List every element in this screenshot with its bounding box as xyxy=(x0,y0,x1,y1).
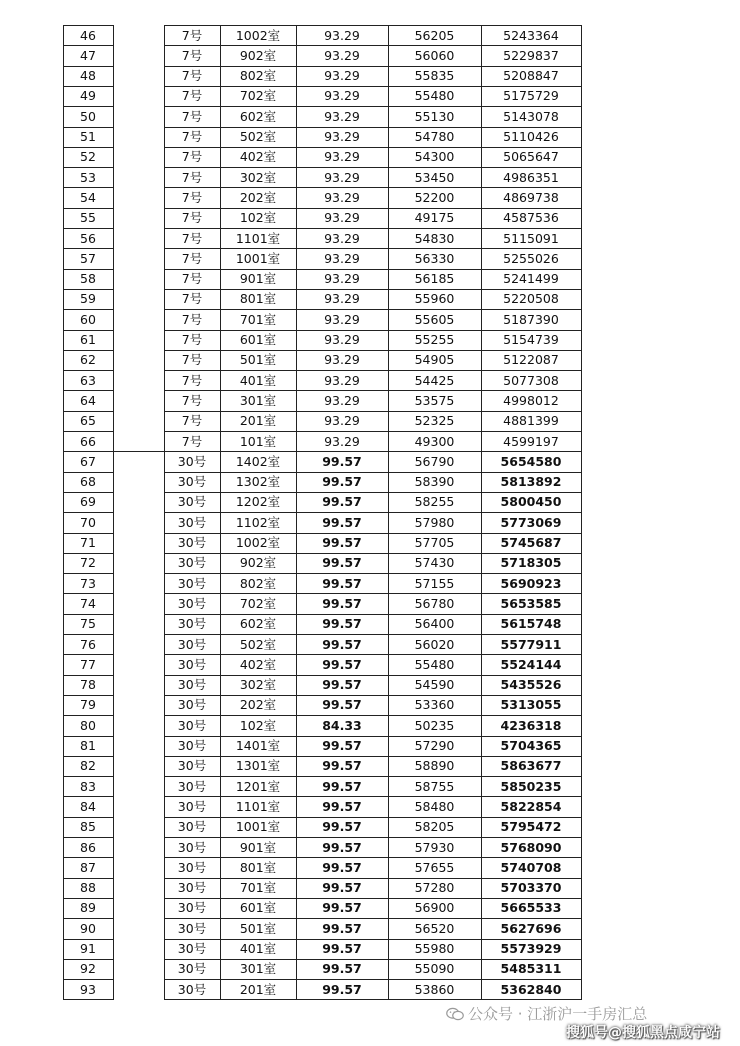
cell-bldg: 30号 xyxy=(177,920,207,936)
cell-unit: 57290 xyxy=(414,738,455,753)
cell-room: 702室 xyxy=(239,595,277,611)
cell-room: 102室 xyxy=(239,210,277,226)
cell-no: 80 xyxy=(80,717,96,733)
cell-no: 60 xyxy=(80,311,96,327)
cell-area: 99.57 xyxy=(322,778,362,794)
cell-unit: 57930 xyxy=(414,839,455,855)
cell-area: 93.29 xyxy=(324,271,360,287)
cell-area: 99.57 xyxy=(322,900,362,916)
cell-total: 5745687 xyxy=(500,535,562,550)
cell-room: 702室 xyxy=(239,88,277,104)
cell-no: 52 xyxy=(80,149,96,165)
cell-no: 78 xyxy=(80,677,96,693)
cell-room: 201室 xyxy=(239,981,277,997)
cell-room: 902室 xyxy=(239,47,277,63)
cell-unit: 58390 xyxy=(414,474,455,490)
cell-no: 79 xyxy=(80,697,96,713)
cell-no: 62 xyxy=(80,352,96,368)
cell-unit: 58755 xyxy=(414,778,455,794)
cell-unit: 56020 xyxy=(414,636,455,652)
cell-area: 99.57 xyxy=(322,880,362,896)
cell-bldg: 30号 xyxy=(177,839,207,855)
cell-unit: 57705 xyxy=(414,535,455,550)
cell-area: 93.29 xyxy=(324,352,360,368)
cell-unit: 56060 xyxy=(414,47,455,63)
cell-area: 99.57 xyxy=(322,859,362,875)
cell-bldg: 30号 xyxy=(177,738,207,753)
cell-no: 58 xyxy=(80,271,96,287)
cell-unit: 52325 xyxy=(414,413,455,429)
cell-unit: 56790 xyxy=(414,453,455,469)
cell-unit: 57980 xyxy=(414,514,455,530)
cell-room: 301室 xyxy=(239,961,277,977)
cell-area: 93.29 xyxy=(324,47,360,63)
cell-total: 5115091 xyxy=(503,230,559,246)
watermark: 搜狐号@搜狐黑点咸宁站 xyxy=(566,1025,720,1041)
cell-room: 1001室 xyxy=(235,819,281,835)
cell-area: 93.29 xyxy=(324,149,360,165)
cell-no: 51 xyxy=(80,129,96,144)
cell-area: 99.57 xyxy=(322,738,362,753)
cell-no: 63 xyxy=(80,372,96,388)
cell-room: 901室 xyxy=(239,839,277,855)
cell-no: 84 xyxy=(80,798,96,814)
cell-total: 4869738 xyxy=(503,189,559,205)
cell-unit: 57430 xyxy=(414,555,455,571)
cell-room: 802室 xyxy=(239,575,277,591)
cell-room: 202室 xyxy=(239,697,277,713)
cell-area: 99.57 xyxy=(322,656,362,672)
cell-total: 5524144 xyxy=(500,656,562,672)
cell-total: 5154739 xyxy=(503,332,559,347)
cell-room: 1002室 xyxy=(235,27,281,43)
cell-room: 1001室 xyxy=(235,250,281,266)
cell-no: 71 xyxy=(80,535,96,550)
cell-total: 5653585 xyxy=(500,595,562,611)
cell-room: 302室 xyxy=(239,677,277,693)
cell-no: 75 xyxy=(80,616,96,632)
cell-area: 99.57 xyxy=(322,798,362,814)
cell-unit: 56780 xyxy=(414,595,455,611)
cell-total: 5229837 xyxy=(503,47,559,63)
cell-total: 4986351 xyxy=(503,169,559,185)
cell-no: 87 xyxy=(80,859,96,875)
cell-bldg: 7号 xyxy=(181,372,203,388)
cell-total: 5187390 xyxy=(503,311,559,327)
cell-total: 5813892 xyxy=(500,474,562,490)
cell-bldg: 30号 xyxy=(177,494,207,510)
cell-unit: 50235 xyxy=(414,717,455,733)
cell-no: 54 xyxy=(80,189,96,205)
cell-bldg: 7号 xyxy=(181,88,203,104)
cell-room: 102室 xyxy=(239,717,277,733)
cell-unit: 54780 xyxy=(414,129,455,144)
cell-total: 5615748 xyxy=(500,616,562,632)
cell-no: 70 xyxy=(80,514,96,530)
cell-unit: 55255 xyxy=(414,332,455,347)
cell-room: 1002室 xyxy=(235,535,281,550)
cell-area: 84.33 xyxy=(322,717,362,733)
cell-bldg: 30号 xyxy=(177,535,207,550)
cell-area: 93.29 xyxy=(324,250,360,266)
cell-room: 1401室 xyxy=(235,738,281,753)
cell-no: 68 xyxy=(80,474,96,490)
cell-bldg: 30号 xyxy=(177,474,207,490)
cell-total: 5773069 xyxy=(500,514,562,530)
cell-area: 99.57 xyxy=(322,981,362,997)
cell-room: 701室 xyxy=(239,311,277,327)
cell-no: 91 xyxy=(80,941,96,956)
cell-total: 5704365 xyxy=(500,738,562,753)
cell-room: 502室 xyxy=(239,636,277,652)
cell-total: 5703370 xyxy=(500,880,562,896)
cell-bldg: 30号 xyxy=(177,961,207,977)
cell-bldg: 30号 xyxy=(177,555,207,571)
cell-bldg: 30号 xyxy=(177,575,207,591)
cell-unit: 53860 xyxy=(414,981,455,997)
cell-area: 99.57 xyxy=(322,514,362,530)
cell-room: 502室 xyxy=(239,129,277,144)
cell-no: 85 xyxy=(80,819,96,835)
cell-total: 5065647 xyxy=(503,149,559,165)
cell-total: 5175729 xyxy=(503,88,559,104)
cell-bldg: 7号 xyxy=(181,271,203,287)
cell-bldg: 30号 xyxy=(177,616,207,632)
cell-no: 88 xyxy=(80,880,96,896)
cell-area: 93.29 xyxy=(324,210,360,226)
cell-area: 99.57 xyxy=(322,819,362,835)
cell-room: 1102室 xyxy=(235,514,281,530)
footer-brand xyxy=(446,1003,647,1024)
cell-no: 89 xyxy=(80,900,96,916)
cell-room: 101室 xyxy=(239,433,277,449)
cell-total: 5255026 xyxy=(503,250,559,266)
cell-bldg: 7号 xyxy=(181,169,203,185)
cell-no: 48 xyxy=(80,68,96,84)
cell-area: 93.29 xyxy=(324,27,360,43)
cell-room: 602室 xyxy=(239,616,277,632)
cell-no: 77 xyxy=(80,656,96,672)
cell-room: 601室 xyxy=(239,332,277,347)
cell-bldg: 30号 xyxy=(177,514,207,530)
cell-bldg: 7号 xyxy=(181,27,203,43)
cell-unit: 54300 xyxy=(414,149,455,165)
cell-total: 4998012 xyxy=(503,392,559,408)
cell-no: 76 xyxy=(80,636,96,652)
cell-total: 5313055 xyxy=(500,697,562,713)
cell-no: 50 xyxy=(80,108,96,124)
cell-room: 402室 xyxy=(239,656,277,672)
cell-unit: 54425 xyxy=(414,372,455,388)
cell-unit: 53360 xyxy=(414,697,455,713)
cell-unit: 56400 xyxy=(414,616,455,632)
cell-bldg: 7号 xyxy=(181,352,203,368)
cell-bldg: 30号 xyxy=(177,758,207,774)
cell-total: 5850235 xyxy=(500,778,562,794)
cell-area: 99.57 xyxy=(322,758,362,774)
cell-unit: 56900 xyxy=(414,900,455,916)
cell-room: 301室 xyxy=(239,392,277,408)
cell-room: 801室 xyxy=(239,859,277,875)
cell-bldg: 7号 xyxy=(181,68,203,84)
group-divider xyxy=(113,451,164,452)
cell-bldg: 7号 xyxy=(181,250,203,266)
footer-brand-text: 公众号 · 江浙沪一手房汇总 xyxy=(468,1005,648,1023)
cell-total: 5485311 xyxy=(500,961,562,977)
cell-total: 5110426 xyxy=(503,129,559,144)
cell-bldg: 30号 xyxy=(177,900,207,916)
cell-unit: 52200 xyxy=(414,189,455,205)
cell-room: 401室 xyxy=(239,941,277,956)
cell-bldg: 7号 xyxy=(181,149,203,165)
cell-room: 602室 xyxy=(239,108,277,124)
cell-unit: 54830 xyxy=(414,230,455,246)
cell-bldg: 30号 xyxy=(177,859,207,875)
cell-area: 93.29 xyxy=(324,129,360,144)
cell-unit: 55130 xyxy=(414,108,455,124)
cell-room: 501室 xyxy=(239,352,277,368)
cell-bldg: 7号 xyxy=(181,433,203,449)
cell-no: 64 xyxy=(80,392,96,408)
cell-bldg: 30号 xyxy=(177,717,207,733)
cell-total: 5241499 xyxy=(503,271,559,287)
cell-no: 65 xyxy=(80,413,96,429)
cell-unit: 58255 xyxy=(414,494,455,510)
cell-bldg: 30号 xyxy=(177,677,207,693)
cell-area: 93.29 xyxy=(324,108,360,124)
cell-area: 99.57 xyxy=(322,575,362,591)
cell-area: 93.29 xyxy=(324,413,360,429)
cell-total: 5577911 xyxy=(500,636,562,652)
cell-area: 99.57 xyxy=(322,636,362,652)
cell-area: 93.29 xyxy=(324,311,360,327)
cell-no: 86 xyxy=(80,839,96,855)
cell-unit: 55605 xyxy=(414,311,455,327)
cell-total: 5665533 xyxy=(500,900,562,916)
cell-unit: 55480 xyxy=(414,88,455,104)
cell-area: 93.29 xyxy=(324,372,360,388)
cell-total: 5822854 xyxy=(500,798,562,814)
cell-no: 46 xyxy=(80,27,96,43)
cell-total: 4599197 xyxy=(503,433,559,449)
cell-room: 1402室 xyxy=(235,453,281,469)
cell-room: 1101室 xyxy=(235,798,281,814)
cell-bldg: 7号 xyxy=(181,392,203,408)
cell-total: 5122087 xyxy=(503,352,559,368)
cell-bldg: 7号 xyxy=(181,413,203,429)
cell-unit: 55980 xyxy=(414,941,455,956)
cell-bldg: 30号 xyxy=(177,798,207,814)
cell-room: 1301室 xyxy=(235,758,281,774)
cell-bldg: 7号 xyxy=(181,291,203,307)
cell-unit: 55835 xyxy=(414,68,455,84)
cell-area: 99.57 xyxy=(322,616,362,632)
cell-unit: 55480 xyxy=(414,656,455,672)
cell-bldg: 30号 xyxy=(177,819,207,835)
cell-total: 5435526 xyxy=(500,677,562,693)
cell-area: 93.29 xyxy=(324,433,360,449)
cell-area: 99.57 xyxy=(322,595,362,611)
cell-total: 5718305 xyxy=(500,555,562,571)
cell-total: 5690923 xyxy=(500,575,562,591)
cell-no: 61 xyxy=(80,332,96,347)
cell-area: 99.57 xyxy=(322,920,362,936)
wechat-icon xyxy=(446,1007,464,1021)
cell-no: 55 xyxy=(80,210,96,226)
cell-unit: 53450 xyxy=(414,169,455,185)
cell-area: 93.29 xyxy=(324,68,360,84)
cell-bldg: 30号 xyxy=(177,656,207,672)
cell-area: 93.29 xyxy=(324,291,360,307)
cell-total: 5627696 xyxy=(500,920,562,936)
cell-total: 5768090 xyxy=(500,839,562,855)
cell-area: 99.57 xyxy=(322,494,362,510)
cell-room: 1201室 xyxy=(235,778,281,794)
cell-no: 73 xyxy=(80,575,96,591)
cell-unit: 58480 xyxy=(414,798,455,814)
cell-bldg: 30号 xyxy=(177,697,207,713)
cell-unit: 56520 xyxy=(414,920,455,936)
cell-area: 99.57 xyxy=(322,555,362,571)
cell-room: 801室 xyxy=(239,291,277,307)
cell-no: 90 xyxy=(80,920,96,936)
cell-no: 72 xyxy=(80,555,96,571)
cell-area: 93.29 xyxy=(324,332,360,347)
cell-bldg: 7号 xyxy=(181,332,203,347)
cell-no: 83 xyxy=(80,778,96,794)
cell-bldg: 7号 xyxy=(181,129,203,144)
cell-room: 701室 xyxy=(239,880,277,896)
cell-room: 902室 xyxy=(239,555,277,571)
cell-unit: 55960 xyxy=(414,291,455,307)
cell-room: 201室 xyxy=(239,413,277,429)
cell-no: 49 xyxy=(80,88,96,104)
cell-area: 99.57 xyxy=(322,839,362,855)
cell-unit: 49175 xyxy=(414,210,455,226)
cell-area: 93.29 xyxy=(324,88,360,104)
cell-bldg: 7号 xyxy=(181,108,203,124)
cell-total: 5800450 xyxy=(500,494,562,510)
cell-no: 93 xyxy=(80,981,96,997)
cell-bldg: 30号 xyxy=(177,453,207,469)
cell-unit: 56330 xyxy=(414,250,455,266)
cell-bldg: 30号 xyxy=(177,595,207,611)
cell-room: 401室 xyxy=(239,372,277,388)
cell-no: 57 xyxy=(80,250,96,266)
cell-total: 5077308 xyxy=(503,372,559,388)
cell-total: 4587536 xyxy=(503,210,559,226)
cell-no: 82 xyxy=(80,758,96,774)
cell-total: 5863677 xyxy=(500,758,562,774)
cell-unit: 58205 xyxy=(414,819,455,835)
cell-unit: 57155 xyxy=(414,575,455,591)
cell-room: 202室 xyxy=(239,189,277,205)
cell-total: 5208847 xyxy=(503,68,559,84)
cell-total: 5740708 xyxy=(500,859,562,875)
cell-bldg: 7号 xyxy=(181,311,203,327)
cell-area: 99.57 xyxy=(322,961,362,977)
cell-bldg: 7号 xyxy=(181,210,203,226)
cell-room: 901室 xyxy=(239,271,277,287)
cell-area: 99.57 xyxy=(322,697,362,713)
cell-area: 93.29 xyxy=(324,189,360,205)
cell-unit: 58890 xyxy=(414,758,455,774)
cell-no: 59 xyxy=(80,291,96,307)
cell-no: 56 xyxy=(80,230,96,246)
cell-unit: 55090 xyxy=(414,961,455,977)
cell-bldg: 7号 xyxy=(181,47,203,63)
cell-bldg: 7号 xyxy=(181,189,203,205)
cell-unit: 57655 xyxy=(414,859,455,875)
cell-room: 1202室 xyxy=(235,494,281,510)
cell-area: 93.29 xyxy=(324,392,360,408)
cell-unit: 56185 xyxy=(414,271,455,287)
cell-no: 47 xyxy=(80,47,96,63)
cell-total: 5573929 xyxy=(500,941,562,956)
cell-room: 402室 xyxy=(239,149,277,165)
cell-area: 93.29 xyxy=(324,230,360,246)
cell-total: 5795472 xyxy=(500,819,562,835)
cell-bldg: 30号 xyxy=(177,880,207,896)
cell-area: 99.57 xyxy=(322,535,362,550)
cell-total: 5362840 xyxy=(500,981,562,997)
cell-no: 67 xyxy=(80,453,96,469)
cell-room: 1302室 xyxy=(235,474,281,490)
cell-no: 81 xyxy=(80,738,96,753)
cell-no: 53 xyxy=(80,169,96,185)
cell-no: 69 xyxy=(80,494,96,510)
cell-total: 5243364 xyxy=(503,27,559,43)
cell-bldg: 30号 xyxy=(177,636,207,652)
cell-no: 66 xyxy=(80,433,96,449)
cell-unit: 49300 xyxy=(414,433,455,449)
cell-total: 5654580 xyxy=(500,453,562,469)
cell-area: 99.57 xyxy=(322,474,362,490)
cell-total: 5143078 xyxy=(503,108,559,124)
cell-total: 4881399 xyxy=(503,413,559,429)
cell-unit: 54905 xyxy=(414,352,455,368)
cell-area: 99.57 xyxy=(322,941,362,956)
cell-unit: 53575 xyxy=(414,392,455,408)
cell-unit: 57280 xyxy=(414,880,455,896)
cell-total: 5220508 xyxy=(503,291,559,307)
cell-room: 1101室 xyxy=(235,230,281,246)
cell-bldg: 30号 xyxy=(177,981,207,997)
cell-area: 99.57 xyxy=(322,677,362,693)
cell-bldg: 30号 xyxy=(177,778,207,794)
cell-area: 99.57 xyxy=(322,453,362,469)
cell-no: 74 xyxy=(80,595,96,611)
cell-bldg: 30号 xyxy=(177,941,207,956)
cell-no: 92 xyxy=(80,961,96,977)
cell-unit: 54590 xyxy=(414,677,455,693)
cell-bldg: 7号 xyxy=(181,230,203,246)
cell-total: 4236318 xyxy=(500,717,562,733)
cell-area: 93.29 xyxy=(324,169,360,185)
cell-room: 802室 xyxy=(239,68,277,84)
cell-room: 601室 xyxy=(239,900,277,916)
cell-room: 501室 xyxy=(239,920,277,936)
cell-room: 302室 xyxy=(239,169,277,185)
cell-unit: 56205 xyxy=(414,27,455,43)
